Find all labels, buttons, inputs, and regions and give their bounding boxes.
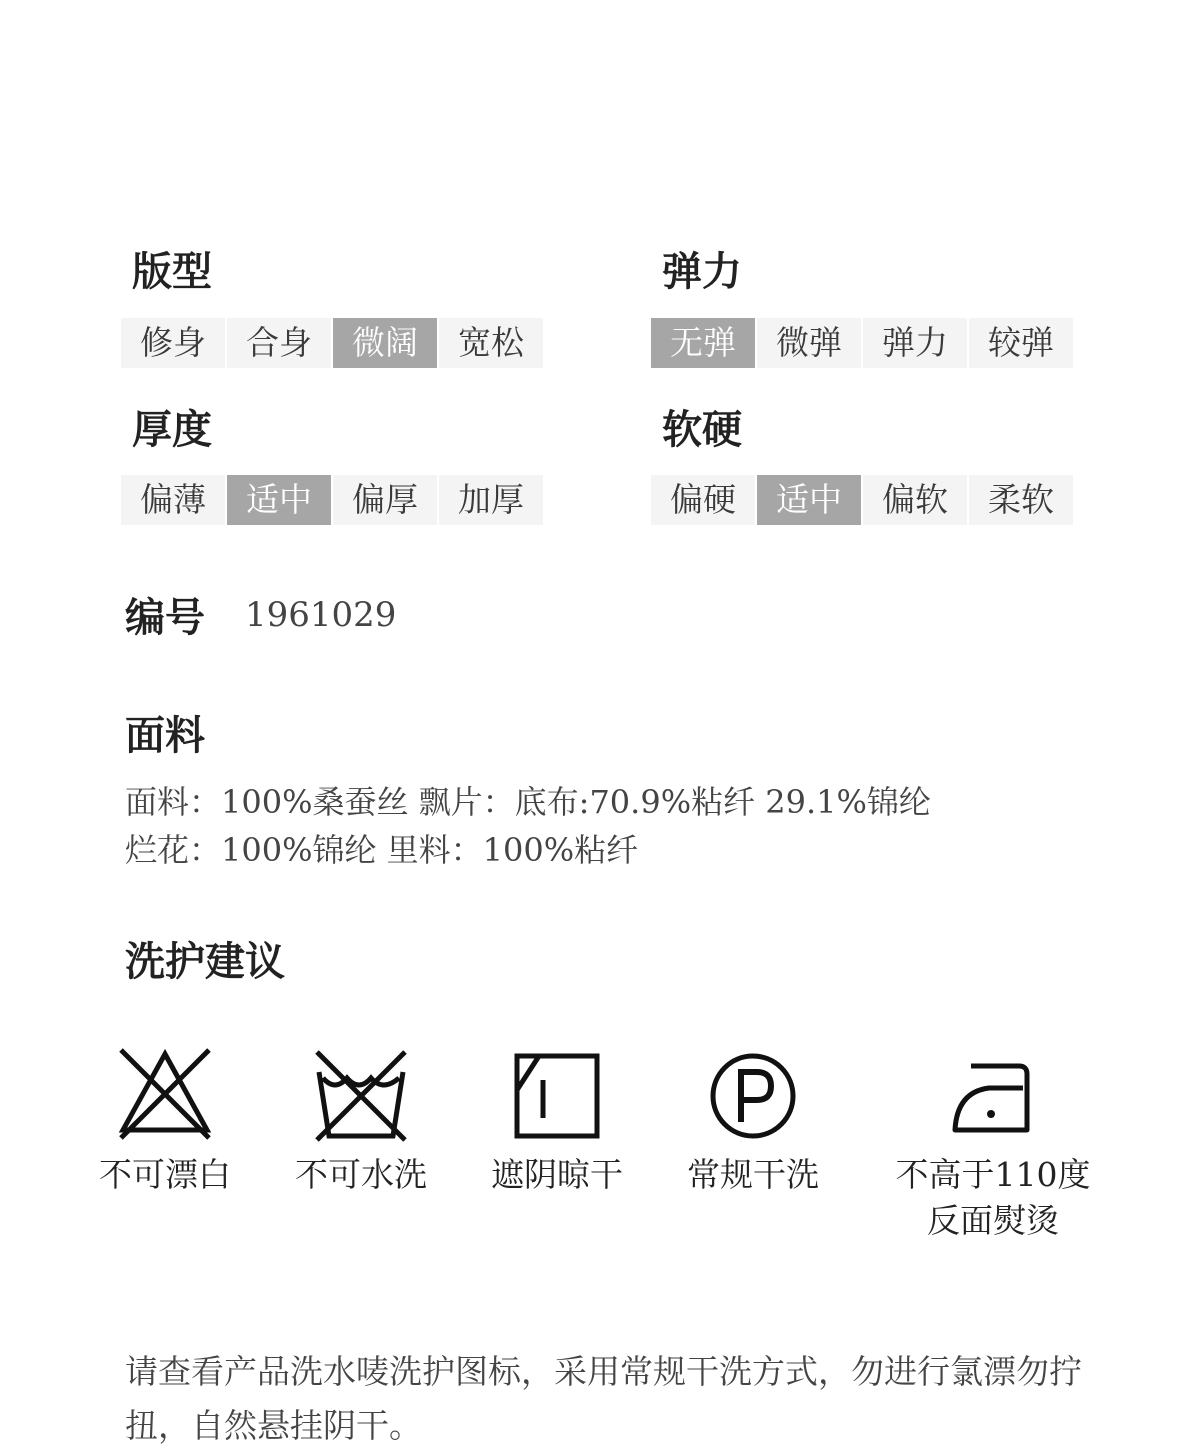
softness-options: [651, 475, 1073, 525]
fit-option-selected[interactable]: 微阔: [333, 318, 437, 368]
fabric-line: 烂花：100%锦纶 里料：100%粘纤: [125, 831, 639, 869]
care-item-no-bleach: [92, 1048, 238, 1198]
care-label: 不高于110度: [895, 1155, 1091, 1194]
softness-option[interactable]: 偏软: [863, 475, 967, 525]
thickness-option[interactable]: 加厚: [439, 475, 543, 525]
fit-options: [121, 318, 543, 368]
care-label: 不可水洗: [295, 1155, 427, 1194]
softness-title: 软硬: [662, 407, 742, 453]
no-wash-icon: [313, 1048, 409, 1144]
fit-option[interactable]: 宽松: [439, 318, 543, 368]
care-item-dry-clean: [680, 1048, 826, 1198]
thickness-option-selected[interactable]: 适中: [227, 475, 331, 525]
fabric-title: 面料: [125, 713, 205, 759]
elasticity-title: 弹力: [662, 249, 742, 295]
care-item-shade-dry: [484, 1048, 630, 1198]
care-title: 洗护建议: [125, 939, 285, 985]
elasticity-options: [651, 318, 1073, 368]
thickness-option[interactable]: 偏厚: [333, 475, 437, 525]
thickness-options: [121, 475, 543, 525]
dry-clean-icon: [705, 1048, 801, 1144]
care-label: 不可漂白: [99, 1155, 231, 1194]
iron-low-icon: [945, 1048, 1041, 1144]
sku-value: 1961029: [245, 595, 397, 635]
thickness-title: 厚度: [132, 407, 212, 453]
fit-option[interactable]: 合身: [227, 318, 331, 368]
elasticity-option-selected[interactable]: 无弹: [651, 318, 755, 368]
care-label: 遮阴晾干: [491, 1155, 623, 1194]
softness-option[interactable]: 偏硬: [651, 475, 755, 525]
no-bleach-icon: [117, 1048, 213, 1144]
shade-dry-icon: [509, 1048, 605, 1144]
elasticity-option[interactable]: 弹力: [863, 318, 967, 368]
fabric-line: 面料：100%桑蚕丝 飘片：底布:70.9%粘纤 29.1%锦纶: [125, 783, 931, 821]
care-note: 请查看产品洗水唛洗护图标，采用常规干洗方式，勿进行氯漂勿拧扭，自然悬挂阴干。: [125, 1352, 1082, 1445]
care-label: 常规干洗: [687, 1155, 819, 1194]
fit-title: 版型: [132, 249, 212, 295]
care-item-iron: [888, 1048, 1098, 1244]
elasticity-option[interactable]: 微弹: [757, 318, 861, 368]
fit-option[interactable]: 修身: [121, 318, 225, 368]
care-item-no-wash: [288, 1048, 434, 1198]
thickness-option[interactable]: 偏薄: [121, 475, 225, 525]
softness-option-selected[interactable]: 适中: [757, 475, 861, 525]
softness-option[interactable]: 柔软: [969, 475, 1073, 525]
elasticity-option[interactable]: 较弹: [969, 318, 1073, 368]
sku-label: 编号: [125, 595, 205, 641]
fabric-composition: [125, 778, 1125, 874]
care-label-secondary: 反面熨烫: [927, 1201, 1059, 1240]
